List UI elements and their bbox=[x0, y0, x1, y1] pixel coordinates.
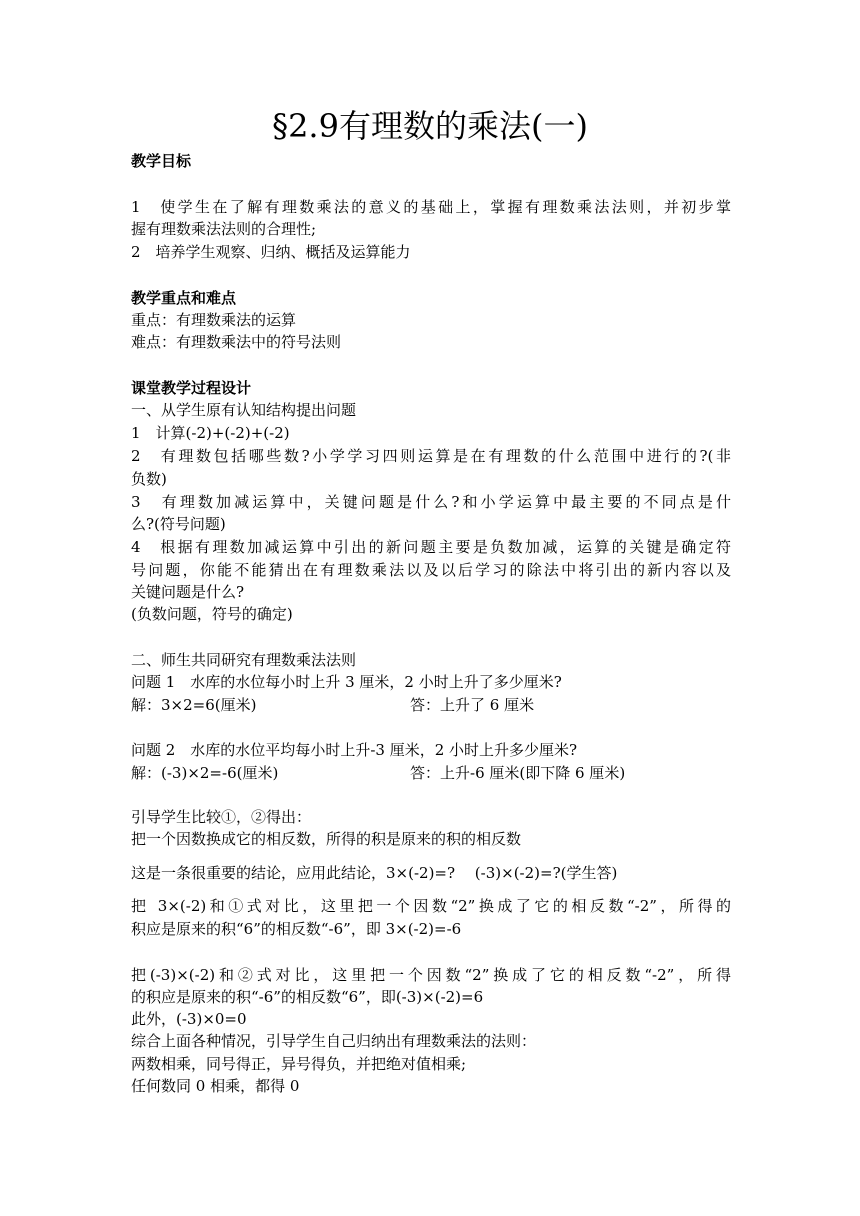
goals-line-2: 握有理数乘法法则的合理性; bbox=[131, 220, 317, 238]
summary-line: 综合上面各种情况，引导学生自己归纳出有理数乘法的法则： bbox=[131, 1032, 537, 1050]
question-4-line-1: 4 根据有理数加减运算中引出的新问题主要是负数加减，运算的关键是确定符 bbox=[131, 538, 731, 556]
rule-1: 两数相乘，同号得正，异号得负，并把绝对值相乘; bbox=[131, 1055, 467, 1073]
question-4-line-4: (负数问题，符号的确定) bbox=[131, 605, 293, 623]
question-2-line-2: 负数) bbox=[131, 470, 167, 488]
zero-line: 此外，(-3)×0=0 bbox=[131, 1010, 247, 1028]
solution-2: 解：(-3)×2=-6(厘米) bbox=[131, 764, 279, 782]
question-2-line-1: 2 有理数包括哪些数?小学学习四则运算是在有理数的什么范围中进行的?(非 bbox=[131, 447, 731, 465]
goals-line-1: 1 使学生在了解有理数乘法的意义的基础上，掌握有理数乘法法则，并初步掌 bbox=[131, 198, 731, 216]
part1-heading: 一、从学生原有认知结构提出问题 bbox=[131, 401, 357, 419]
rule-2: 任何数同 0 相乘，都得 0 bbox=[131, 1077, 300, 1095]
key-points-heading: 教学重点和难点 bbox=[131, 289, 237, 307]
question-3-line-2: 么?(符号问题) bbox=[131, 515, 226, 533]
contrast-2-line-2: 的积应是原来的积“-6”的相反数“6”，即(-3)×(-2)=6 bbox=[131, 988, 484, 1006]
contrast-1-line-2: 积应是原来的积“6”的相反数“-6”，即 3×(-2)=-6 bbox=[131, 920, 462, 938]
solution-1: 解：3×2=6(厘米) bbox=[131, 696, 257, 714]
problem-1: 问题 1 水库的水位每小时上升 3 厘米，2 小时上升了多少厘米? bbox=[131, 673, 562, 691]
question-4-line-3: 关键问题是什么? bbox=[131, 583, 245, 601]
question-1: 1 计算(-2)+(-2)+(-2) bbox=[131, 424, 290, 442]
problem-2-solution-row bbox=[131, 762, 731, 784]
difficulty-line: 难点：有理数乘法中的符号法则 bbox=[131, 333, 342, 351]
question-3-line-1: 3 有理数加减运算中，关键问题是什么?和小学运算中最主要的不同点是什 bbox=[131, 493, 731, 511]
problem-1-solution-row bbox=[131, 694, 731, 716]
answer-1: 答：上升了 6 厘米 bbox=[410, 696, 535, 714]
conclusion-line: 把一个因数换成它的相反数，所得的积是原来的积的相反数 bbox=[131, 830, 522, 848]
contrast-1-line-1: 把 3×(-2)和①式对比，这里把一个因数“2”换成了它的相反数“-2”，所得的 bbox=[131, 897, 731, 915]
answer-2: 答：上升-6 厘米(即下降 6 厘米) bbox=[410, 764, 626, 782]
goals-heading: 教学目标 bbox=[131, 152, 192, 170]
compare-line: 引导学生比较①，②得出： bbox=[131, 808, 312, 826]
question-4-line-2: 号问题，你能不能猜出在有理数乘法以及以后学习的除法中将引出的新内容以及 bbox=[131, 561, 731, 579]
apply-line: 这是一条很重要的结论，应用此结论，3×(-2)=? (-3)×(-2)=?(学生答) bbox=[131, 864, 618, 882]
contrast-2-line-1: 把(-3)×(-2)和②式对比，这里把一个因数“2”换成了它的相反数“-2”，所得 bbox=[131, 966, 731, 984]
document-title: §2.9有理数的乘法(一) bbox=[272, 107, 588, 145]
focus-line: 重点：有理数乘法的运算 bbox=[131, 311, 297, 329]
part2-heading: 二、师生共同研究有理数乘法法则 bbox=[131, 651, 357, 669]
process-heading: 课堂教学过程设计 bbox=[131, 379, 252, 397]
problem-2: 问题 2 水库的水位平均每小时上升-3 厘米，2 小时上升多少厘米? bbox=[131, 741, 578, 759]
goals-line-3: 2 培养学生观察、归纳、概括及运算能力 bbox=[131, 243, 411, 261]
